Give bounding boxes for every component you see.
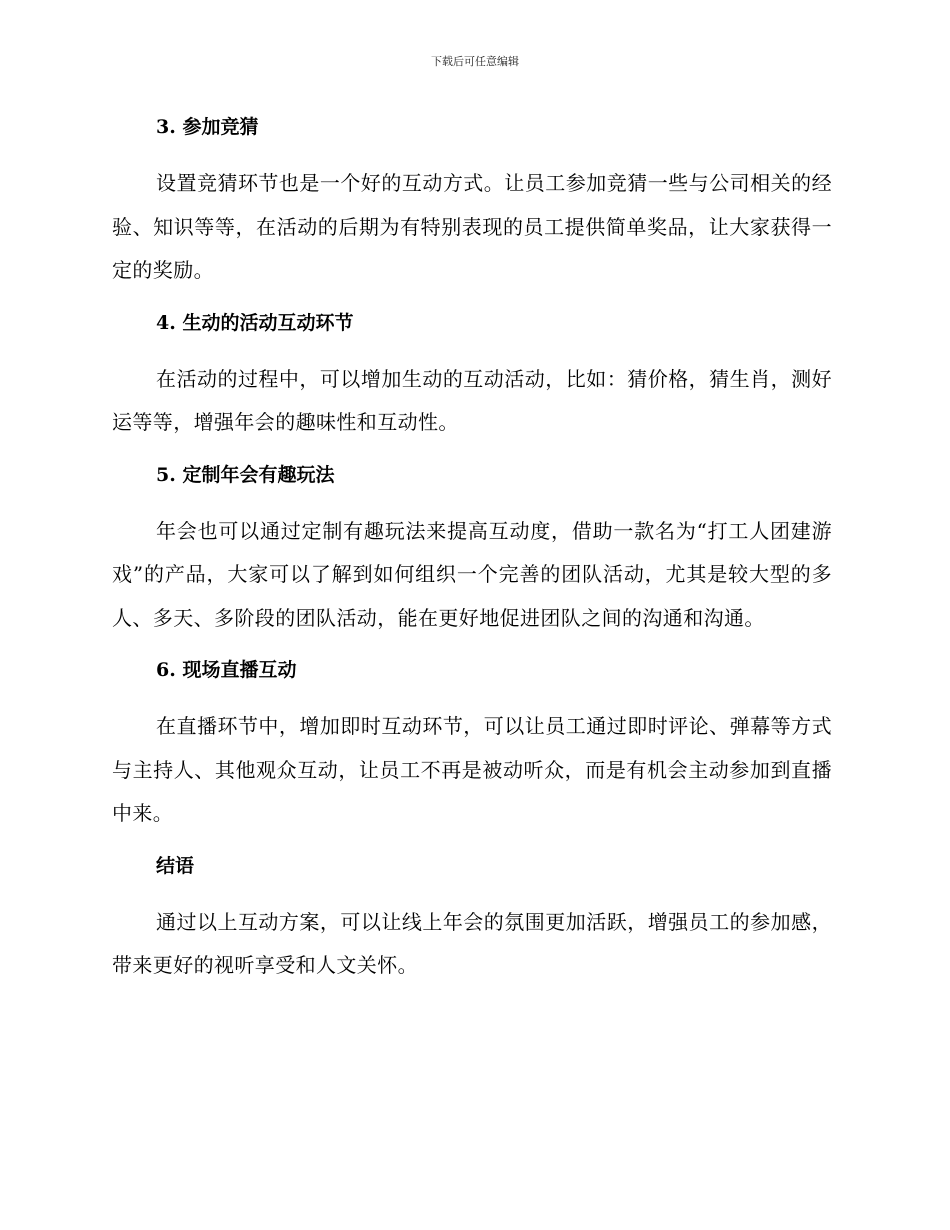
section-paragraph-conclusion: 通过以上互动方案，可以让线上年会的氛围更加活跃，增强员工的参加感，带来更好的视听享受和人文关怀。 [112,909,832,977]
section-paragraph-lively-activities: 在活动的过程中，可以增加生动的互动活动，比如：猜价格，猜生肖，测好运等等，增强年会的趣味性和互动性。 [112,366,832,434]
section-paragraph-custom-games: 年会也可以通过定制有趣玩法来提高互动度，借助一款名为“打工人团建游戏”的产品，大家可以了解到如何组织一个完善的团队活动，尤其是较大型的多人、多天、多阶段的团队活动，能在更好地促进团队之间的沟通和沟通。 [112,518,832,630]
section-heading-conclusion: 结语 [156,854,195,877]
section-paragraph-guessing: 设置竞猜环节也是一个好的互动方式。让员工参加竞猜一些与公司相关的经验、知识等等，在活动的后期为有特别表现的员工提供简单奖品，让大家获得一定的奖励。 [112,171,832,282]
section-heading-lively-activities: 4. 生动的活动互动环节 [156,311,354,334]
document-body [112,110,832,988]
section-heading-live-stream: 6. 现场直播互动 [156,659,297,681]
section-heading-guessing: 3. 参加竞猜 [156,116,259,138]
page-header-note: 下载后可任意编辑 [431,55,519,68]
section-paragraph-live-stream: 在直播环节中，增加即时互动环节，可以让员工通过即时评论、弹幕等方式与主持人、其他观众互动，让员工不再是被动听众，而是有机会主动参加到直播中来。 [112,714,832,825]
section-heading-custom-games: 5. 定制年会有趣玩法 [156,463,335,486]
